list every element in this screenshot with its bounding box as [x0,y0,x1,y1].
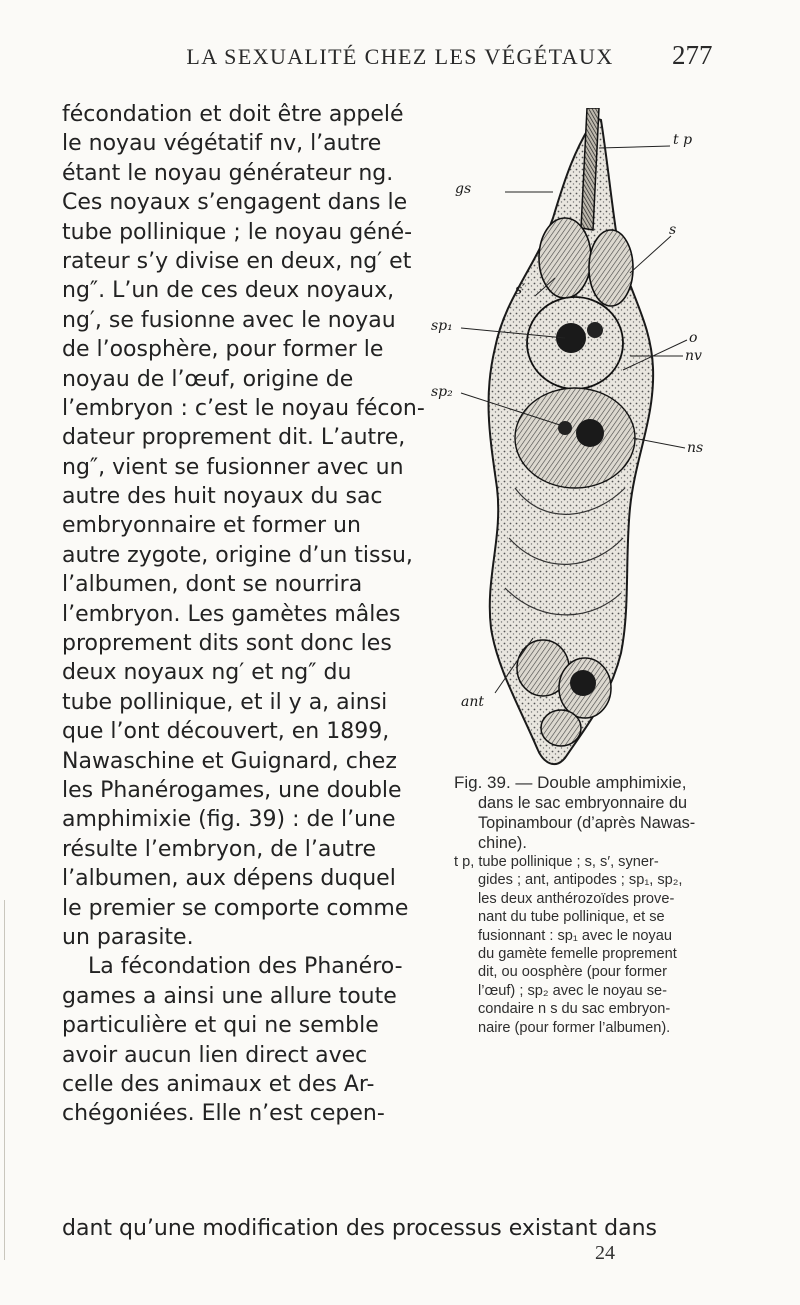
legend-line: nant du tube pollinique, et se [478,909,665,926]
body-line: La fécondation des Phanéro- [88,954,403,980]
body-line: rateur s’y divise en deux, ng′ et [62,248,412,274]
label-tp: t p [673,132,693,148]
binding-edge-rule [4,900,5,1260]
legend-line: naire (pour former l’albumen). [478,1019,671,1036]
body-line: deux noyaux ng′ et ng″ du [62,660,352,686]
body-line: de l’oosphère, pour former le [62,337,384,363]
body-line: un parasite. [62,924,194,950]
caption-legend [454,853,752,1037]
body-line: autre des huit noyaux du sac [62,484,383,510]
legend-line: l’œuf) ; sp₂ avec le noyau se- [478,982,667,999]
body-line: l’embryon. Les gamètes mâles [62,601,401,627]
body-line: les Phanérogames, une double [62,777,402,803]
legend-line: du gamète femelle proprement [478,946,677,963]
figure-caption [454,773,752,1037]
embryo-sac-figure [425,108,725,778]
sheet-signature: 24 [595,1242,615,1264]
body-line: étant le noyau générateur ng. [62,160,394,186]
antipode [541,710,581,746]
body-line: le premier se comporte comme [62,895,409,921]
body-line: l’albumen, dont se nourrira [62,572,363,598]
label-s: s [669,222,677,238]
body-line: chégoniées. Elle n’est cepen- [62,1101,385,1127]
label-ns: ns [687,440,704,456]
label-sp1: sp₁ [431,318,453,334]
body-final-line: dant qu’une modification des processus existant dans [62,1216,658,1241]
body-line: tube pollinique ; le noyau géné- [62,219,413,245]
caption-subtitle-line: dans le sac embryonnaire du [478,794,688,812]
sperm-nucleus-sp2 [558,421,572,435]
body-line: dateur proprement dit. L’autre, [62,425,406,451]
body-line: que l’ont découvert, en 1899, [62,719,390,745]
body-line: ng″. L’un de ces deux noyaux, [62,278,395,304]
page-number: 277 [672,40,713,70]
label-s-prime: s′ [515,282,526,298]
caption-subtitle-line: chine). [478,834,527,852]
body-line: proprement dits sont donc les [62,631,392,657]
body-line: avoir aucun lien direct avec [62,1042,368,1068]
body-line: Nawaschine et Guignard, chez [62,748,397,774]
body-line: particulière et qui ne semble [62,1013,379,1039]
label-o: o [689,330,698,346]
caption-title: Fig. 39. — Double amphimixie, [454,773,687,792]
secondary-nucleus [576,419,604,447]
body-line: l’albumen, aux dépens duquel [62,866,396,892]
body-text-column [62,100,425,1129]
legend-line: gides ; ant, antipodes ; sp₁, sp₂, [478,872,683,889]
body-line: autre zygote, origine d’un tissu, [62,542,413,568]
running-head: LA SEXUALITÉ CHEZ LES VÉGÉTAUX [186,44,614,69]
legend-line: t p, tube pollinique ; s, s′, syner- [454,854,659,870]
body-line: ng′, se fusionne avec le noyau [62,307,396,333]
label-sp2: sp₂ [431,384,453,400]
antipode-nucleus [570,670,596,696]
legend-line: fusionnant : sp₁ avec le noyau [478,927,672,944]
body-line: noyau de l’œuf, origine de [62,366,354,392]
label-ant: ant [461,694,484,710]
body-line: celle des animaux et des Ar- [62,1071,375,1097]
legend-line: les deux anthérozoïdes prove- [478,890,675,907]
body-line: fécondation et doit être appelé [62,102,404,127]
body-line: Ces noyaux s’engagent dans le [62,190,408,216]
body-line: le noyau végétatif nv, l’autre [62,131,382,157]
legend-line: dit, ou oosphère (pour former [478,964,668,981]
caption-subtitle-line: Topinambour (d’après Nawas- [478,814,696,832]
sperm-nucleus-sp1 [587,322,603,338]
body-line: games a ainsi une allure toute [62,983,397,1009]
body-line: résulte l’embryon, de l’autre [62,836,377,862]
body-line: l’embryon : c’est le noyau fécon- [62,395,425,421]
body-line: ng″, vient se fusionner avec un [62,454,404,480]
label-gs: gs [455,181,472,197]
body-line: amphimixie (fig. 39) : de l’une [62,807,396,833]
synergid-right [589,230,633,306]
legend-line: condaire n s du sac embryon- [478,1001,671,1018]
body-line: tube pollinique, et il y a, ainsi [62,689,388,715]
central-cell [515,388,635,488]
body-line: embryonnaire et former un [62,513,361,539]
label-nv: nv [685,348,702,364]
